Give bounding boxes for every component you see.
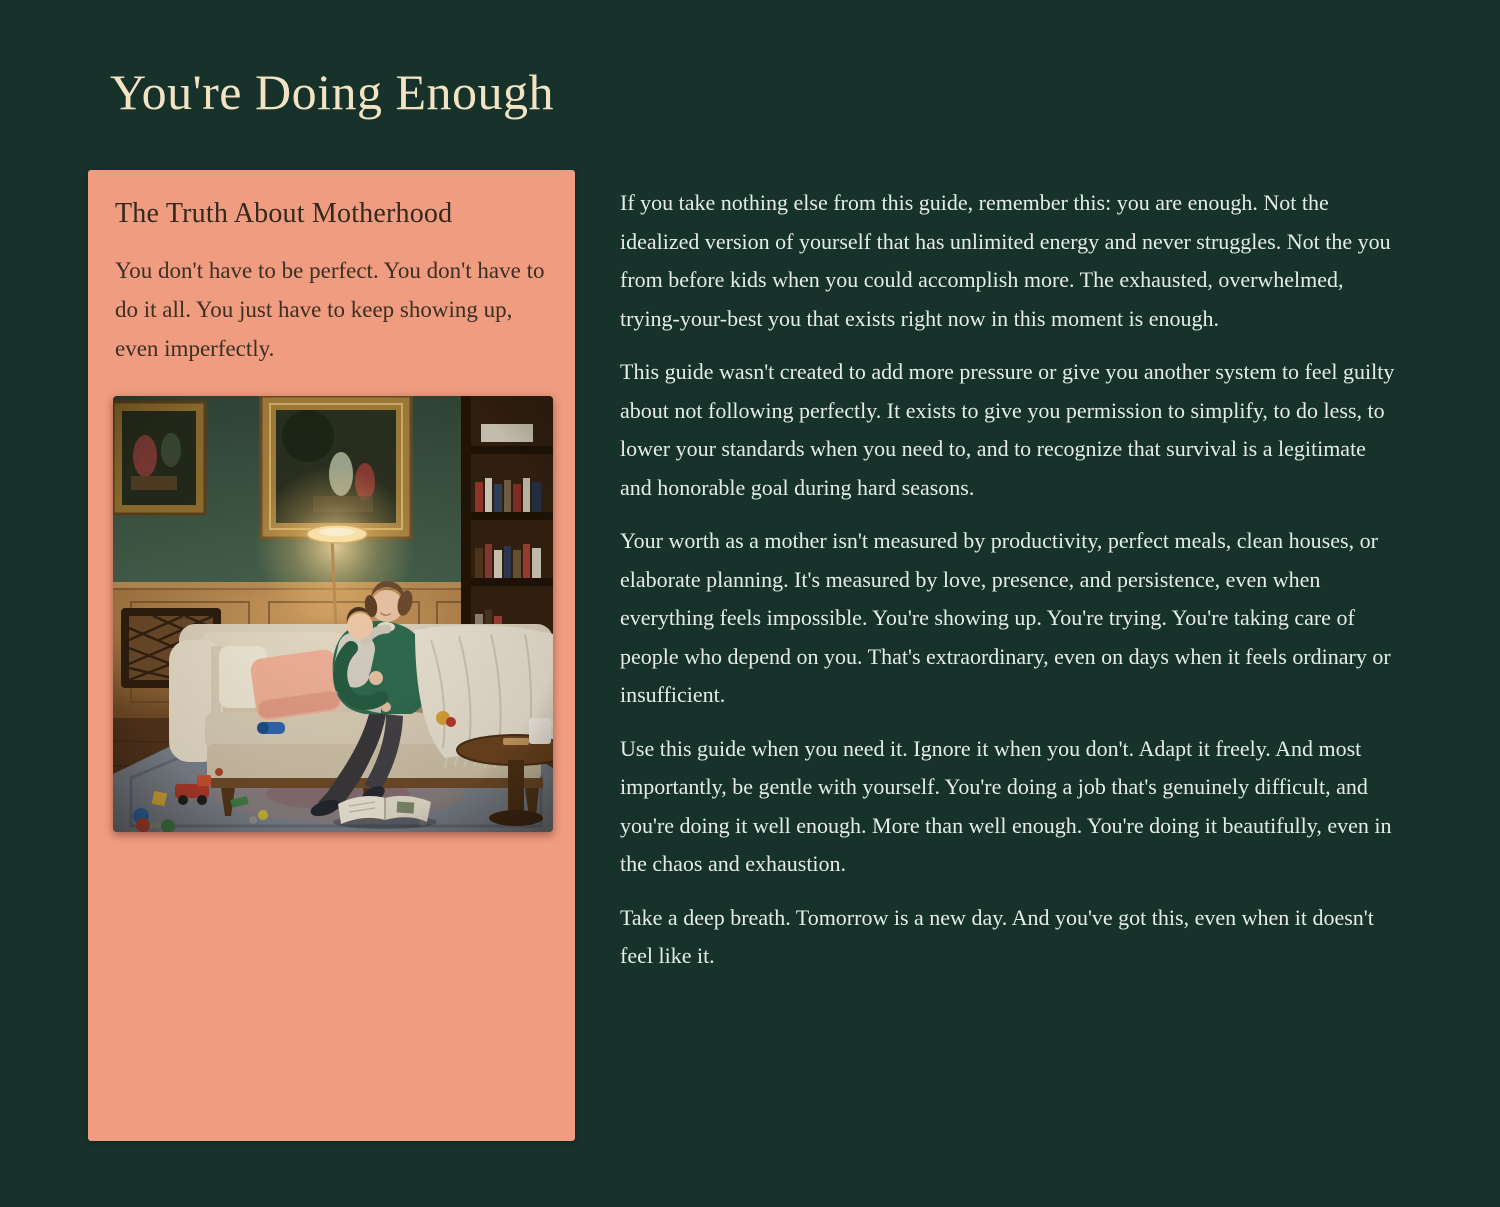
paragraph-5: Take a deep breath. Tomorrow is a new day. And you've got this, even when it doesn't feel like it. [620,904,1374,968]
paragraph-4: Use this guide when you need it. Ignore it when you don't. Adapt it freely. And most importantly, be gentle with yourself. You're doing a job that's genuinely difficult, and you're doing it well enough. More than well enough. You're doing it beautifully, even in the chaos and exhaustion. [620,735,1392,876]
paragraph-2: This guide wasn't created to add more pressure or give you another system to feel guilty about not following perfectly. It exists to give you permission to simplify, to do less, to lower your standards when you need to, and to recognize that survival is a legitimate and honorable goal during hard seasons. [620,359,1395,500]
living-room-illustration [113,396,553,832]
main-text-column [620,184,1400,991]
card-body-text: You don't have to be perfect. You don't have to do it all. You just have to keep showing up, even imperfectly. [115,258,545,361]
truth-card [88,170,575,1141]
paragraph-1: If you take nothing else from this guide, remember this: you are enough. Not the idealized version of yourself that has unlimited energy and never struggles. Not the you from before kids when you could accomplish more. The exhausted, overwhelmed, trying-your-best you that exists right now in this moment is enough. [620,190,1391,331]
page-title: You're Doing Enough [110,64,554,120]
mother-child-photo [113,396,553,832]
card-heading: The Truth About Motherhood [115,198,453,229]
paragraph-3: Your worth as a mother isn't measured by productivity, perfect meals, clean houses, or elaborate planning. It's measured by love, presence, and persistence, even when everything feels impossible. You're showing up. You're trying. You're taking care of people who depend on you. That's extraordinary, even on days when it feels ordinary or insufficient. [620,528,1391,707]
